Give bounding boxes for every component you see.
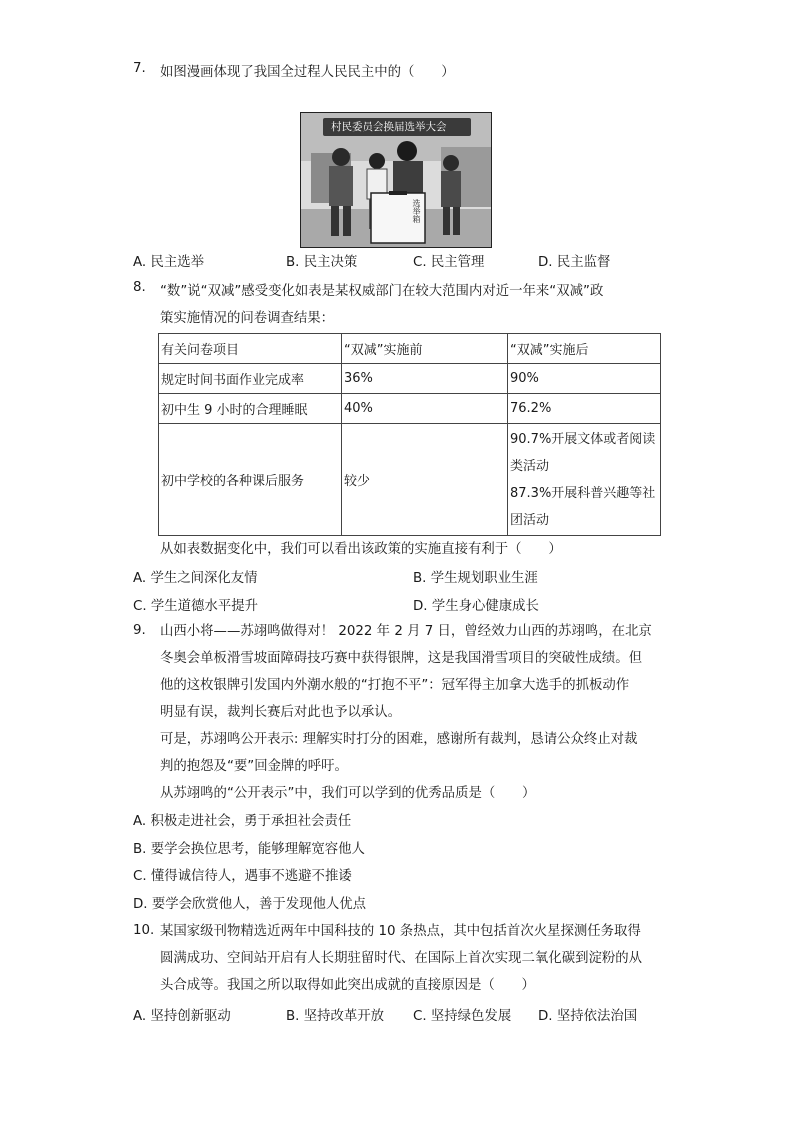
cell-line: 团活动 [510,512,550,528]
q10-stem-line2: 圆满成功、空间站开启有人长期驻留时代、在国际上首次实现二氧化碳到淀粉的从 [160,951,643,966]
q8-option-d: D. 学生身心健康成长 [413,599,539,614]
q10-option-a: A. 坚持创新驱动 [133,1009,231,1024]
table-cell-multiline [508,424,661,536]
table-header-before: “双减”实施前 [342,334,508,364]
q10-stem-line1: 某国家级刊物精选近两年中国科技的 10 条热点，其中包括首次火星探测任务取得 [160,924,641,939]
q9-option-d: D. 要学会欣赏他人，善于发现他人优点 [133,897,367,912]
q8-option-b: B. 学生规划职业生涯 [413,571,538,586]
q9-number: 9. [133,623,146,638]
cartoon-banner-text: 村民委员会换届选举大会 [331,121,447,133]
q9-para1-line2: 冬奥会单板滑雪坡面障碍技巧赛中获得银牌，这是我国滑雪项目的突破性成绩。但 [160,651,643,666]
table-cell: 40% [342,394,508,424]
cell-line: 类活动 [510,458,550,474]
election-cartoon [300,112,492,248]
table-cell: 初中生 9 小时的合理睡眠 [159,394,342,424]
q7-number: 7. [133,61,146,76]
table-cell: 规定时间书面作业完成率 [159,364,342,394]
q10-option-d: D. 坚持依法治国 [538,1009,638,1024]
table-cell: 初中学校的各种课后服务 [159,424,342,536]
table-cell: 76.2% [508,394,661,424]
q7-stem: 如图漫画体现了我国全过程人民民主中的（ ） [160,65,455,80]
q9-question: 从苏翊鸣的“公开表示”中，我们可以学到的优秀品质是（ ） [160,786,536,801]
q10-option-b: B. 坚持改革开放 [286,1009,385,1024]
q8-option-a: A. 学生之间深化友情 [133,571,258,586]
q7-option-a: A. 民主选举 [133,255,204,270]
table-header-after: “双减”实施后 [508,334,661,364]
table-row [159,394,661,424]
q9-option-c: C. 懂得诚信待人，遇事不逃避不推诿 [133,869,352,884]
q7-option-b: B. 民主决策 [286,255,358,270]
table-cell: 较少 [342,424,508,536]
table-cell: 90% [508,364,661,394]
q8-number: 8. [133,280,146,295]
table-row [159,364,661,394]
q8-question: 从如表数据变化中，我们可以看出该政策的实施直接有利于（ ） [160,542,562,557]
q9-option-a: A. 积极走进社会，勇于承担社会责任 [133,814,352,829]
cell-line: 90.7%开展文体或者阅读 [510,431,656,447]
q9-para2-line2: 判的抱怨及“要”回金牌的呼吁。 [160,759,348,774]
q8-stem-line2: 策实施情况的问卷调查结果： [160,311,335,326]
q9-para1-line3: 他的这枚银牌引发国内外潮水般的“打抱不平”：冠军得主加拿大选手的抓板动作 [160,678,630,693]
q8-option-c: C. 学生道德水平提升 [133,599,258,614]
table-header-item: 有关问卷项目 [159,334,342,364]
q9-para2-line1: 可是，苏翊鸣公开表示: 理解实时打分的困难，感谢所有裁判，恳请公众终止对裁 [160,732,638,747]
q7-option-c: C. 民主管理 [413,255,485,270]
q10-option-c: C. 坚持绿色发展 [413,1009,512,1024]
q7-option-d: D. 民主监督 [538,255,611,270]
q10-number: 10. [133,923,155,938]
q10-stem-line3: 头合成等。我国之所以取得如此突出成就的直接原因是（ ） [160,978,535,993]
q8-stem-line1: “数”说“双减”感受变化如表是某权威部门在较大范围内对近一年来“双减”政 [160,284,604,299]
table-row [159,424,661,536]
q9-option-b: B. 要学会换位思考，能够理解宽容他人 [133,842,365,857]
ballot-box-label: 选举箱 [412,199,421,223]
cell-line: 87.3%开展科普兴趣等社 [510,485,656,501]
q9-para1-line4: 明显有误，裁判长赛后对此也予以承认。 [160,705,402,720]
survey-table [158,333,661,536]
q9-para1-line1: 山西小将——苏翊鸣做得对！ 2022 年 2 月 7 日，曾经效力山西的苏翊鸣，在北京 [160,624,652,639]
table-cell: 36% [342,364,508,394]
